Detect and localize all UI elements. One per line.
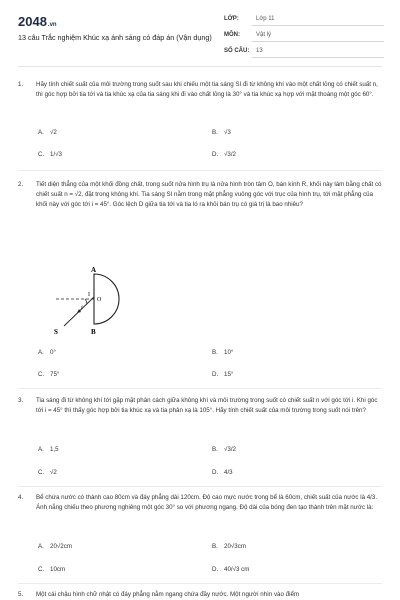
option-c[interactable]: C. 75° <box>38 371 60 378</box>
option-b[interactable]: B. √3 <box>212 129 231 136</box>
option-b[interactable]: B. 10° <box>212 349 234 356</box>
document-title: 13 câu Trắc nghiệm Khúc xạ ánh sáng có đáp án (Vận dụng) <box>18 33 212 42</box>
half-cylinder-diagram <box>48 264 148 340</box>
option-c[interactable]: C. 1/√3 <box>38 151 62 158</box>
option-b[interactable]: B. 20√3cm <box>212 543 246 550</box>
site-logo[interactable]: 2048.vn <box>18 14 57 29</box>
question-text: Tia sáng đi từ không khí tới gặp mặt phân cách giữa không khí và môi trường trong suốt có chiết suất n với góc tới i. Khi góc tới i = 45° thì thấy góc hợp bởi tia khúc xạ và tia phản xạ là 105°. Hãy tính chiết suất của môi trường trong suốt nói trên? <box>36 397 378 414</box>
question-text: Bể chứa nước có thành cao 80cm và đáy phẳng dài 120cm. Độ cao mực nước trong bể là 60cm, chiết suất của nước là 4/3. Ánh nắng chiếu theo phương nghiêng một góc 30° so với phương ngang. Độ dài của bóng đen tạo thành trên mặt nước là: <box>36 494 378 511</box>
label-i: i <box>81 305 83 311</box>
option-a[interactable]: A. √2 <box>38 129 57 136</box>
meta-subject-row: MÔN: Vật lý <box>224 30 384 46</box>
option-c[interactable]: C. √2 <box>38 469 57 476</box>
option-a[interactable]: A. 20√2cm <box>38 543 72 550</box>
question-text: Hãy tính chiết suất của môi trường trong suốt sau khi chiếu một tia sáng SI đi từ không khí vào một chất lỏng có chiết suất n, thì góc hợp bởi tia tới và tia khúc xạ của tia sáng khi đi vào chất lỏng là 30° và tia khúc xạ hợp với mặt thoáng một góc 60°. <box>36 81 378 98</box>
option-d[interactable]: D. 15° <box>212 371 234 378</box>
page-header <box>0 0 400 62</box>
question-3: 3. Tia sáng đi từ không khí tới gặp mặt phân cách giữa không khí và môi trường trong suốt có chiết suất n với góc tới i. Khi góc tới i = 45° thì thấy góc hợp bởi tia khúc xạ và tia phản xạ là 105°. Hãy tính chiết suất của môi trường trong suốt nói trên? <box>18 396 382 430</box>
option-a[interactable]: A. 1,5 <box>38 446 59 453</box>
document-meta <box>224 14 384 62</box>
question-5: 5. Một cái chậu hình chữ nhật có đáy phẳng nằm ngang chứa đầy nước. Một người nhìn vào điểm <box>18 590 382 600</box>
label-S: S <box>54 328 58 336</box>
question-2: 2. Tiết diện thẳng của một khối đồng chất, trong suốt nửa hình trụ là nửa hình tròn tâm O, bán kính R, khối này làm bằng chất có chiết suất n = √2, đặt trong không khí. Tia sáng SI nằm trong mặt phẳng vuông góc với trục của hình trụ, tới mặt phẳng của khối này với góc tới i = 45°. Góc lệch D giữa tia tới và tia ló ra khỏi bán trụ có giá trị là bao nhiêu? <box>18 181 382 208</box>
meta-class-row: LỚP: Lớp 11 <box>224 14 384 30</box>
question-text: Một cái chậu hình chữ nhật có đáy phẳng nằm ngang chứa đầy nước. Một người nhìn vào điểm <box>36 591 300 598</box>
question-text: Tiết diện thẳng của một khối đồng chất, trong suốt nửa hình trụ là nửa hình tròn tâm O, bán kính R, khối này làm bằng chất có chiết suất n = √2, đặt trong không khí. Tia sáng SI nằm trong mặt phẳng vuông góc với trục của hình trụ, tới mặt phẳng của khối này với góc tới i = 45°. Góc lệch D giữa tia tới và tia ló ra khỏi bán trụ có giá trị là bao nhiêu? <box>36 181 382 208</box>
option-d[interactable]: D. √3/2 <box>212 151 236 158</box>
label-O: O <box>97 297 102 303</box>
label-I: I <box>88 292 90 298</box>
option-b[interactable]: B. √3/2 <box>212 446 236 453</box>
label-B: B <box>91 328 96 336</box>
question-4: 4. Bể chứa nước có thành cao 80cm và đáy phẳng dài 120cm. Độ cao mực nước trong bể là 60cm, chiết suất của nước là 4/3. Ánh nắng chiếu theo phương nghiêng một góc 30° so với phương ngang. Độ dài của bóng đen tạo thành trên mặt nước là: <box>18 493 382 527</box>
question-1: 1. Hãy tính chiết suất của môi trường trong suốt sau khi chiếu một tia sáng SI đi từ không khí vào một chất lỏng có chiết suất n, thì góc hợp bởi tia tới và tia khúc xạ của tia sáng khi đi vào chất lỏng là 30° và tia khúc xạ hợp với mặt thoáng một góc 60°. <box>18 80 382 120</box>
option-c[interactable]: C. 10cm <box>38 566 66 573</box>
header-divider <box>18 66 382 67</box>
option-d[interactable]: D. 4/3 <box>212 469 233 476</box>
option-d[interactable]: D. 40/√3 cm <box>212 566 250 573</box>
option-a[interactable]: A. 0° <box>38 349 56 356</box>
meta-count-row: SỐ CÂU: 13 <box>224 46 384 62</box>
label-A: A <box>91 266 97 274</box>
